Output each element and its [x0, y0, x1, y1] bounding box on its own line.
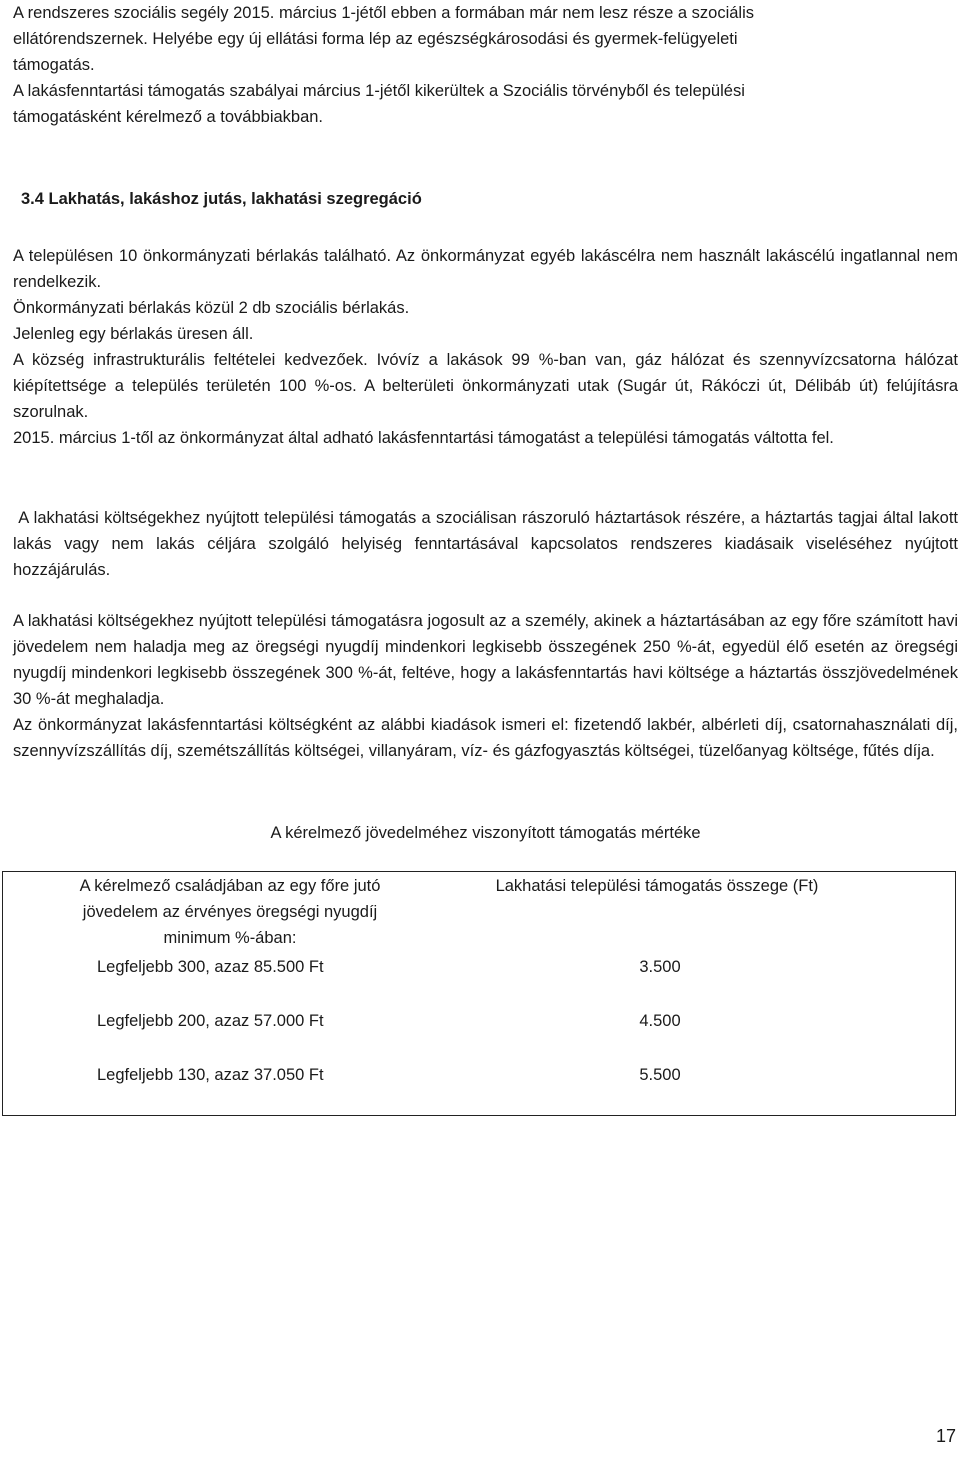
table-row-amount: 5.500 [639, 1066, 681, 1084]
housing-block [13, 243, 958, 425]
table-row-income: Legfeljebb 200, azaz 57.000 Ft [97, 1012, 324, 1030]
table-row-amount: 4.500 [639, 1012, 681, 1030]
intro-line: A rendszeres szociális segély 2015. március 1-jétől ebben a formában már nem lesz része a szociális [13, 4, 755, 22]
eligibility-paragraph: A lakhatási költségekhez nyújtott települési támogatásra jogosult az a személy, akinek a háztartásában az egy főre számított havi jövedelem nem haladja meg az öregségi nyugdíj mindenkori legkisebb összegének 250 %-át, egyedül élő esetén az öregségi nyugdíj mindenkori legkisebb összegének 300 %-át, feltéve, hogy a lakásfenntartás havi költsége a háztartás összjövedelmének 30 %-át meghaladja. [13, 612, 958, 708]
table-row-amount: 3.500 [639, 958, 681, 976]
table-header-income [2, 873, 458, 951]
header-line: minimum %-ában: [163, 929, 297, 947]
intro-block [13, 0, 958, 130]
table-header-amount: Lakhatási települési támogatás összege (Ft) [495, 877, 819, 895]
housing-paragraph: A településen 10 önkormányzati bérlakás található. Az önkormányzat egyéb lakáscélra nem használt lakáscélú ingatlannal nem rendelkezik. [13, 247, 958, 291]
page-number: 17 [935, 1426, 956, 1446]
intro-line: A lakásfenntartási támogatás szabályai március 1-jétől kikerültek a Szociális törvényből és települési [13, 82, 745, 100]
policy-2015-paragraph: 2015. március 1-től az önkormányzat által adható lakásfenntartási támogatást a települési támogatás váltotta fel. [13, 429, 834, 447]
social-rental-line: Önkormányzati bérlakás közül 2 db szociális bérlakás. [13, 299, 410, 317]
policy-2015-block [13, 425, 958, 451]
table-row-income: Legfeljebb 300, azaz 85.500 Ft [97, 958, 324, 976]
roads-text: A belterületi önkormányzati utak (Sugár út, Rákóczi út, Délibáb út) felújításra szorulnak. [13, 377, 958, 421]
table-row-income: Legfeljebb 130, azaz 37.050 Ft [97, 1066, 324, 1084]
eligibility-block [13, 608, 958, 764]
table-caption: A kérelmező jövedelméhez viszonyított támogatás mértéke [270, 824, 701, 842]
costs-paragraph: Az önkormányzat lakásfenntartási költségként az alábbi kiadások ismeri el: fizetendő lakbér, albérleti díj, csatornahasználati díj, szennyvízszállítás díj, szemétszállítás költségei, villanyáram, víz- és gázfogyasztás költségei, tüzelőanyag költsége, fűtés díja. [13, 716, 958, 760]
intro-line: támogatás. [13, 56, 95, 74]
header-line: jövedelem az érvényes öregségi nyugdíj [82, 903, 378, 921]
infrastructure-text: A község infrastrukturális feltételei kedvezőek. Ivóvíz a lakások 99 %-ban van, gáz hálózat és szennyvízcsatorna hálózat kiépítettsége a település területén 100 %-os. [13, 351, 958, 395]
empty-rental-line: Jelenleg egy bérlakás üresen áll. [13, 325, 254, 343]
definition-paragraph: A lakhatási költségekhez nyújtott települési támogatás a szociálisan rászoruló háztartások részére, a háztartás tagjai által lakott lakás vagy nem lakás céljára szolgáló helyiség fenntartásával kapcsolatos rendszeres kiadásaik viseléséhez nyújtott hozzájárulás. [13, 509, 963, 579]
intro-line: ellátórendszernek. Helyébe egy új ellátási forma lép az egészségkárosodási és gyermek-felügyeleti [13, 30, 738, 48]
definition-block [13, 505, 963, 583]
header-line: A kérelmező családjában az egy főre jutó [79, 877, 381, 895]
intro-line: támogatásként kérelmező a továbbiakban. [13, 108, 324, 126]
infrastructure-paragraph [13, 347, 958, 425]
section-heading: 3.4 Lakhatás, lakáshoz jutás, lakhatási szegregáció [21, 190, 422, 208]
